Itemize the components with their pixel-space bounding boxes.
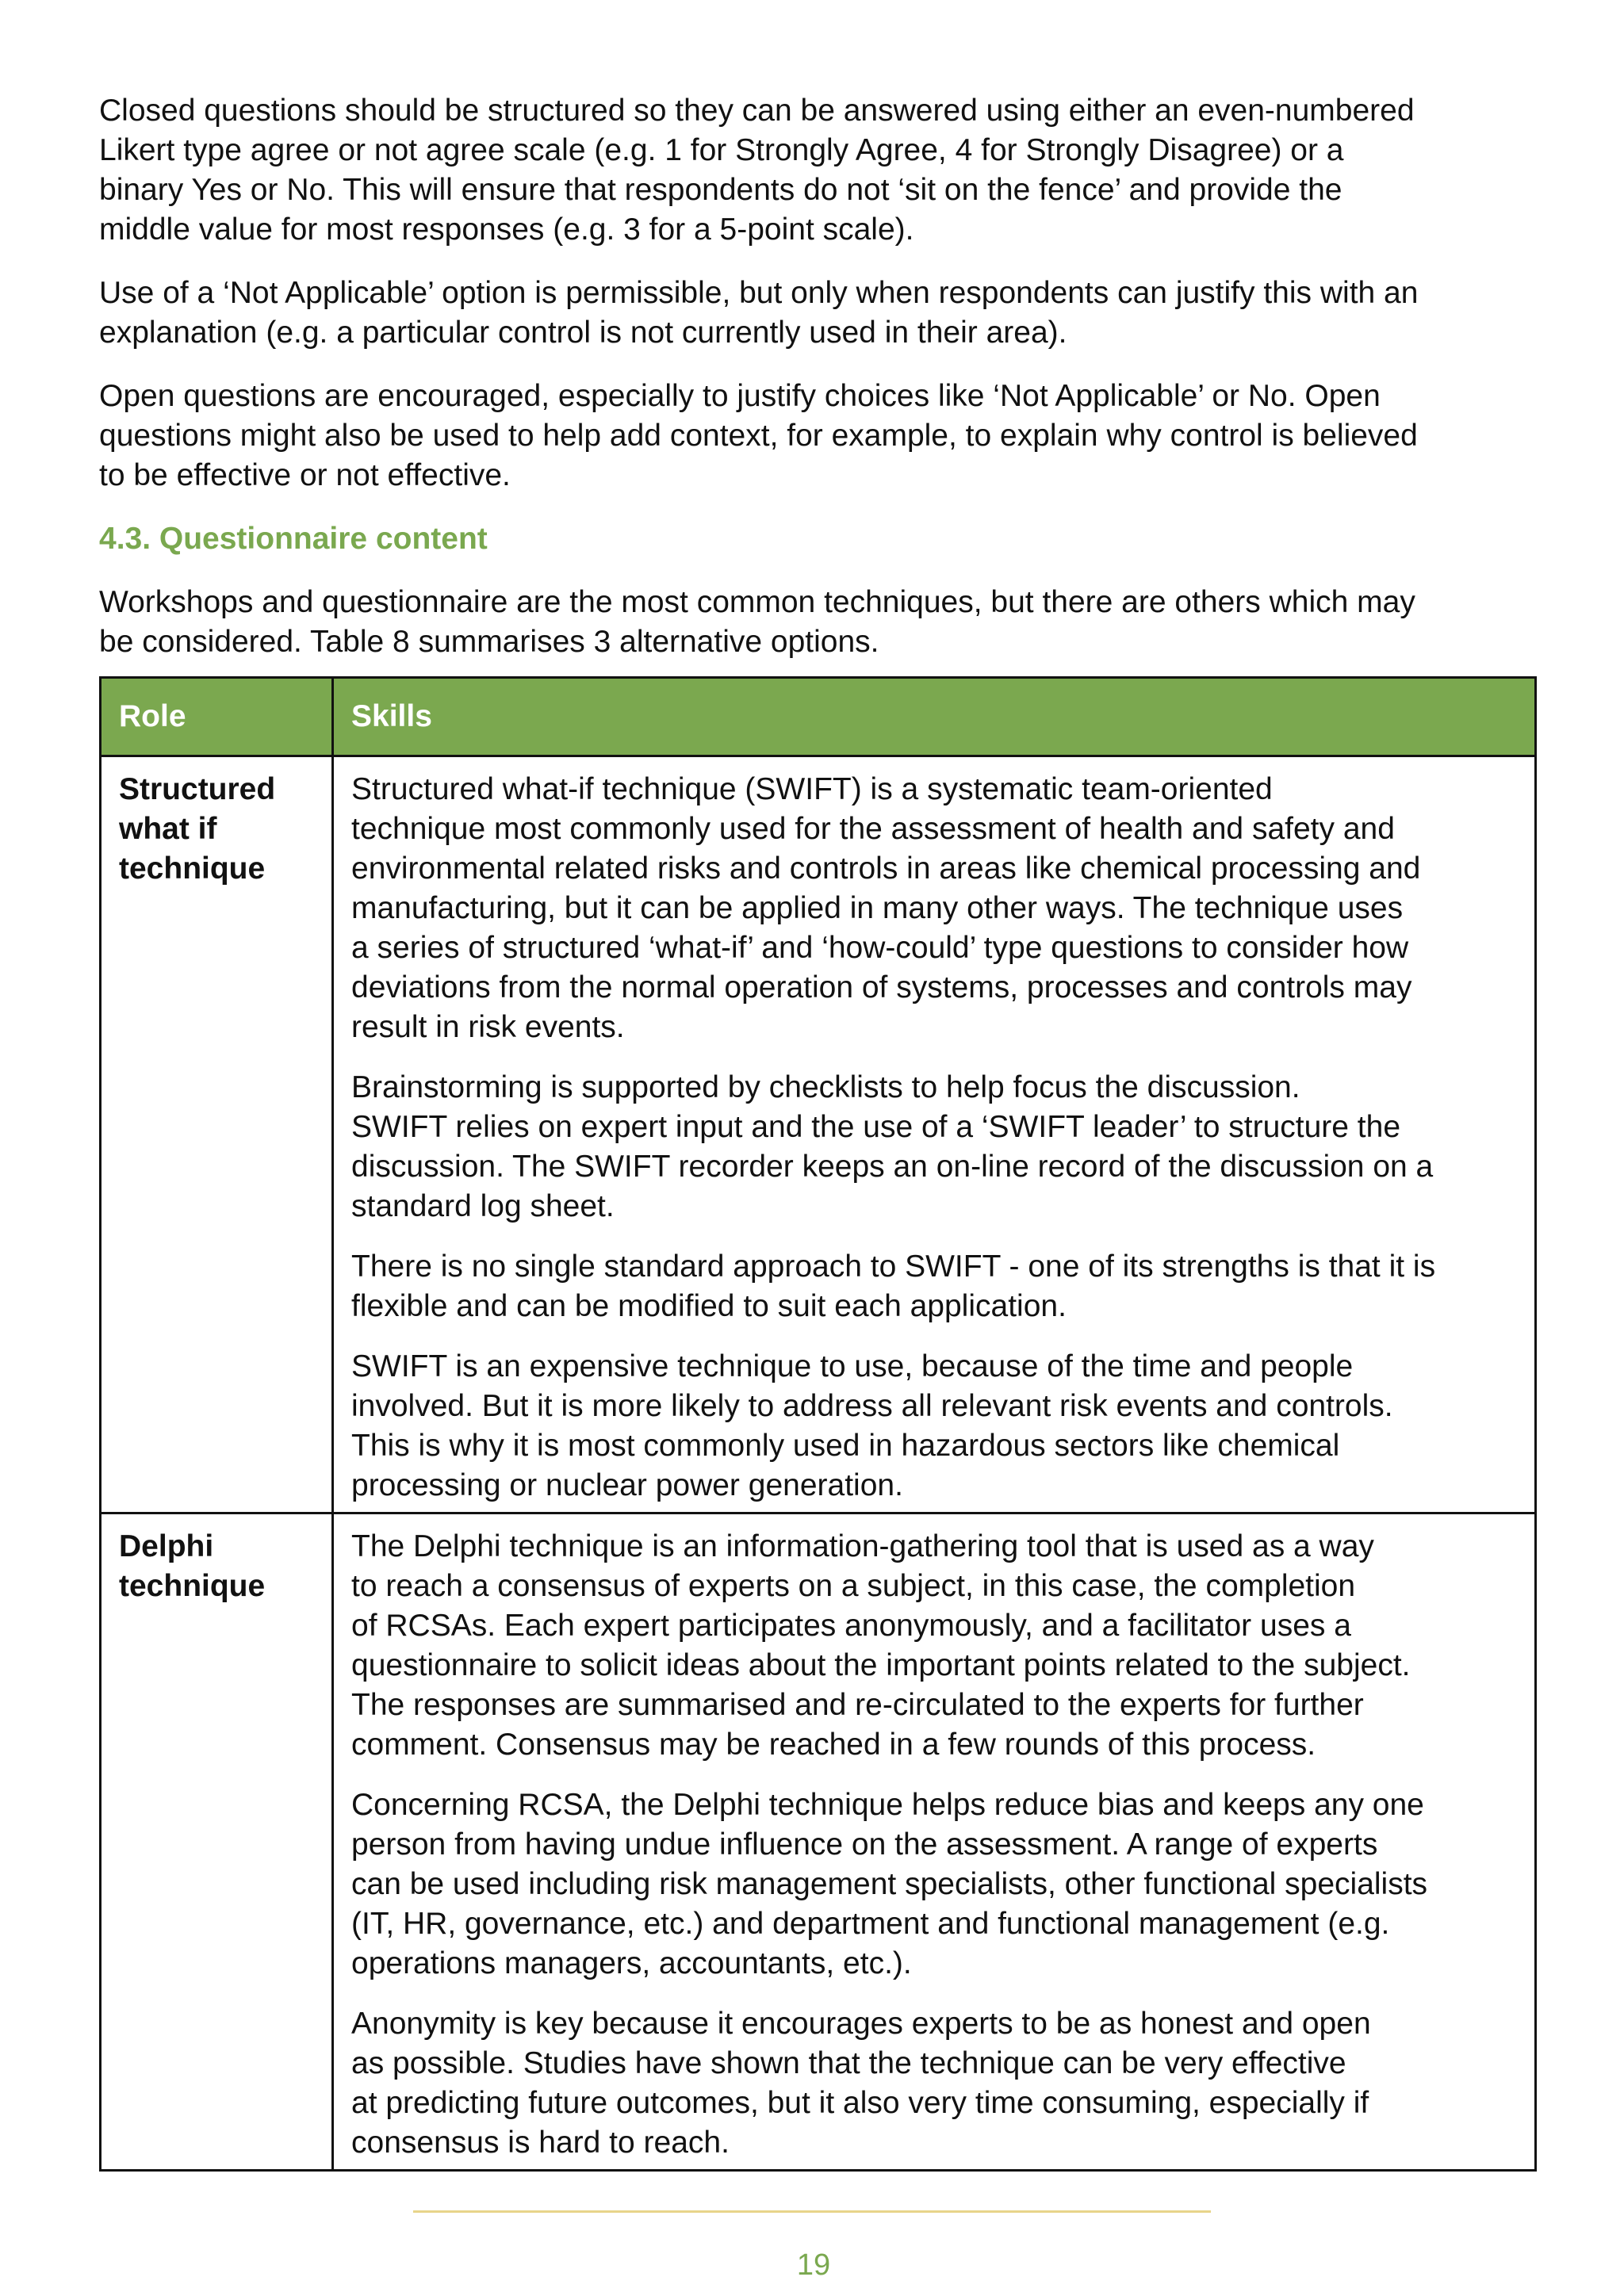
paragraph xyxy=(99,377,1537,496)
skills-paragraph xyxy=(351,1068,1520,1226)
text-line: processing or nuclear power generation. xyxy=(351,1468,903,1502)
skills-paragraph xyxy=(351,1347,1520,1506)
text-line: can be used including risk management specialists, other functional specialists xyxy=(351,1867,1428,1901)
skills-paragraph xyxy=(351,1785,1520,1984)
text-line: Delphi xyxy=(119,1529,214,1563)
text-line: operations managers, accountants, etc.). xyxy=(351,1946,912,1980)
text-line: There is no single standard approach to SWIFT - one of its strengths is that it is xyxy=(351,1249,1436,1284)
text-line: SWIFT relies on expert input and the use of a ‘SWIFT leader’ to structure the xyxy=(351,1110,1401,1144)
text-line: Anonymity is key because it encourages experts to be as honest and open xyxy=(351,2007,1371,2041)
text-line: standard log sheet. xyxy=(351,1189,615,1223)
text-line: explanation (e.g. a particular control is not currently used in their area). xyxy=(99,316,1067,350)
footer-rule xyxy=(413,2210,1211,2213)
text-line: result in risk events. xyxy=(351,1010,625,1044)
text-line: a series of structured ‘what-if’ and ‘how-could’ type questions to consider how xyxy=(351,931,1409,965)
text-line: comment. Consensus may be reached in a few rounds of this process. xyxy=(351,1728,1316,1762)
skills-paragraph xyxy=(351,770,1520,1047)
text-line: at predicting future outcomes, but it also very time consuming, especially if xyxy=(351,2086,1369,2120)
table-header-row xyxy=(101,678,1536,756)
text-line: to be effective or not effective. xyxy=(99,458,511,492)
header-role: Role xyxy=(101,678,333,756)
text-line: middle value for most responses (e.g. 3 for a 5-point scale). xyxy=(99,212,914,247)
text-line: of RCSAs. Each expert participates anonymously, and a facilitator uses a xyxy=(351,1609,1351,1643)
section-paragraph xyxy=(99,583,1537,662)
text-line: Brainstorming is supported by checklists to help focus the discussion. xyxy=(351,1070,1300,1104)
text-line: involved. But it is more likely to address all relevant risk events and controls. xyxy=(351,1389,1393,1423)
text-line: questions might also be used to help add context, for example, to explain why control is believed xyxy=(99,419,1418,453)
text-line: be considered. Table 8 summarises 3 alternative options. xyxy=(99,625,879,659)
text-line: Open questions are encouraged, especially to justify choices like ‘Not Applicable’ or No. Open xyxy=(99,379,1381,413)
role-cell xyxy=(101,1513,333,2171)
text-line: to reach a consensus of experts on a subject, in this case, the completion xyxy=(351,1569,1356,1603)
skills-paragraph xyxy=(351,2004,1520,2163)
paragraph xyxy=(99,274,1537,353)
text-line: technique xyxy=(119,1569,266,1603)
text-line: binary Yes or No. This will ensure that respondents do not ‘sit on the fence’ and provide the xyxy=(99,173,1342,207)
text-line: Likert type agree or not agree scale (e.g. 1 for Strongly Agree, 4 for Strongly Disagree) or a xyxy=(99,133,1344,167)
text-line: The Delphi technique is an information-gathering tool that is used as a way xyxy=(351,1529,1374,1563)
skills-paragraph xyxy=(351,1247,1520,1326)
text-line: Closed questions should be structured so they can be answered using either an even-numbered xyxy=(99,94,1415,128)
paragraph xyxy=(99,91,1537,250)
text-line: This is why it is most commonly used in hazardous sectors like chemical xyxy=(351,1429,1340,1463)
table-row xyxy=(101,1513,1536,2171)
text-line: (IT, HR, governance, etc.) and department and functional management (e.g. xyxy=(351,1907,1390,1941)
text-line: flexible and can be modified to suit each application. xyxy=(351,1289,1067,1323)
techniques-table xyxy=(99,676,1537,2172)
header-skills: Skills xyxy=(333,678,1536,756)
intro-text xyxy=(99,91,1537,496)
table-row xyxy=(101,756,1536,1513)
page-content xyxy=(99,91,1537,686)
text-line: what if xyxy=(119,812,217,846)
text-line: consensus is hard to reach. xyxy=(351,2126,730,2160)
text-line: Workshops and questionnaire are the most common techniques, but there are others which may xyxy=(99,585,1415,619)
skills-cell xyxy=(333,1513,1536,2171)
text-line: technique most commonly used for the assessment of health and safety and xyxy=(351,812,1395,846)
text-line: Structured xyxy=(119,772,276,806)
text-line: Concerning RCSA, the Delphi technique helps reduce bias and keeps any one xyxy=(351,1788,1424,1822)
text-line: person from having undue influence on the assessment. A range of experts xyxy=(351,1827,1378,1862)
page-number: 19 xyxy=(796,2248,831,2282)
text-line: discussion. The SWIFT recorder keeps an on-line record of the discussion on a xyxy=(351,1150,1434,1184)
text-line: SWIFT is an expensive technique to use, because of the time and people xyxy=(351,1349,1354,1383)
skills-cell xyxy=(333,756,1536,1513)
text-line: environmental related risks and controls in areas like chemical processing and xyxy=(351,851,1421,886)
text-line: Use of a ‘Not Applicable’ option is permissible, but only when respondents can justify this with an xyxy=(99,276,1419,310)
text-line: The responses are summarised and re-circulated to the experts for further xyxy=(351,1688,1364,1722)
text-line: Structured what-if technique (SWIFT) is a systematic team-oriented xyxy=(351,772,1273,806)
text-line: manufacturing, but it can be applied in many other ways. The technique uses xyxy=(351,891,1404,925)
text-line: technique xyxy=(119,851,266,886)
role-cell xyxy=(101,756,333,1513)
section-heading: 4.3. Questionnaire content xyxy=(99,522,488,556)
text-line: as possible. Studies have shown that the technique can be very effective xyxy=(351,2046,1346,2080)
skills-paragraph xyxy=(351,1527,1520,1765)
text-line: deviations from the normal operation of systems, processes and controls may xyxy=(351,970,1412,1004)
text-line: questionnaire to solicit ideas about the important points related to the subject. xyxy=(351,1648,1411,1682)
